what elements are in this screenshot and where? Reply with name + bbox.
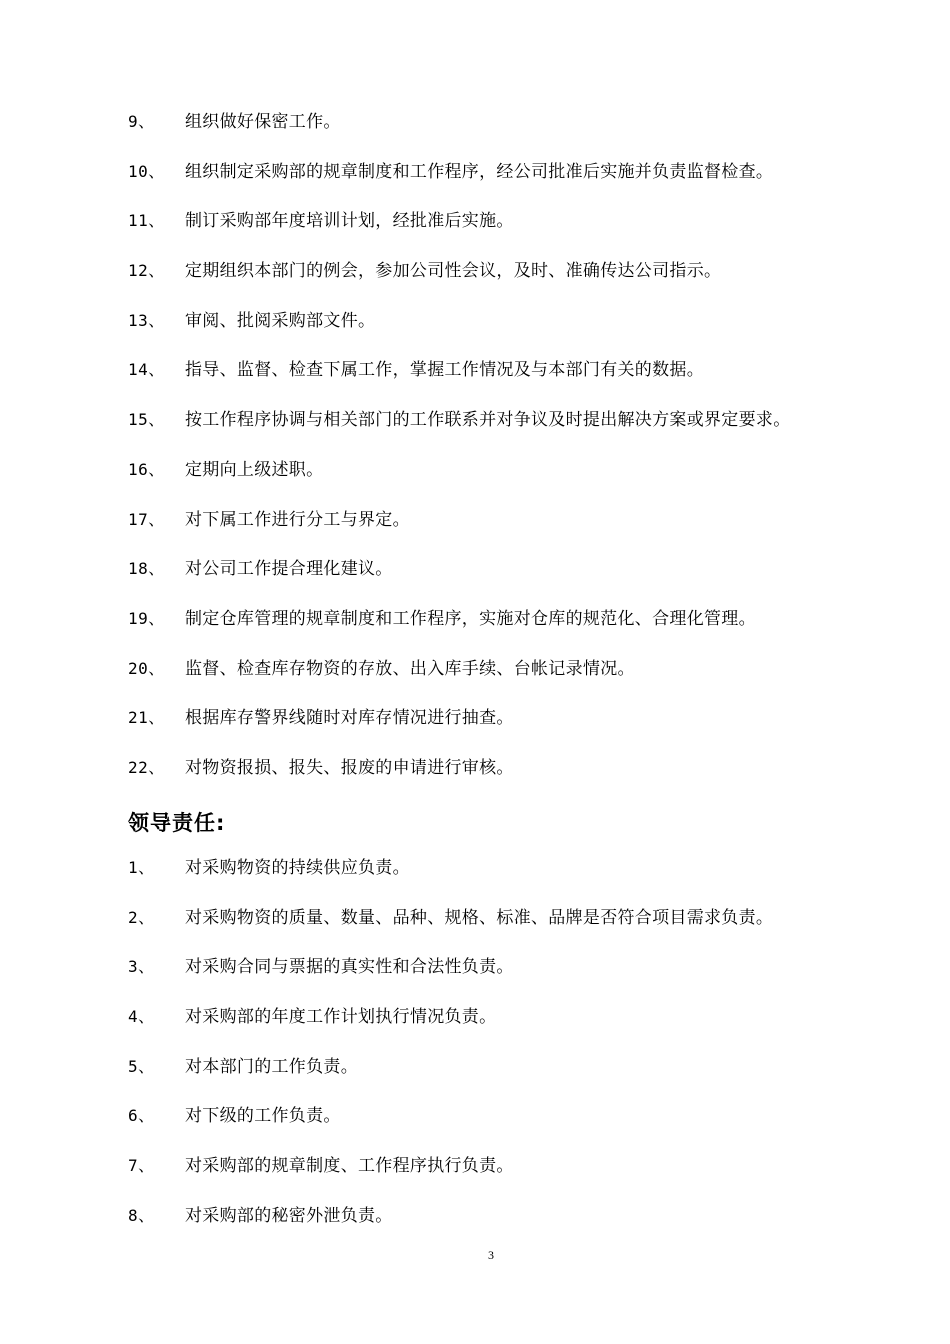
item-text: 对本部门的工作负责。 — [185, 1056, 358, 1077]
item-number: 2、 — [128, 907, 155, 927]
duties-list — [128, 112, 908, 808]
item-text: 对采购部的规章制度、工作程序执行负责。 — [185, 1156, 514, 1177]
item-text: 定期向上级述职。 — [185, 459, 324, 480]
item-text: 制定仓库管理的规章制度和工作程序，实施对仓库的规范化、合理化管理。 — [185, 608, 756, 629]
item-number: 22、 — [128, 757, 165, 777]
item-number: 5、 — [128, 1056, 155, 1076]
item-text: 对下级的工作负责。 — [185, 1106, 341, 1127]
list-item — [128, 261, 908, 311]
item-number: 20、 — [128, 658, 165, 678]
list-item — [128, 908, 908, 958]
item-number: 8、 — [128, 1205, 155, 1225]
item-number: 21、 — [128, 708, 165, 728]
list-item — [128, 708, 908, 758]
item-number: 19、 — [128, 608, 165, 628]
item-number: 9、 — [128, 112, 155, 131]
item-text: 监督、检查库存物资的存放、出入库手续、台帐记录情况。 — [185, 658, 635, 679]
list-item — [128, 112, 908, 162]
list-item — [128, 1007, 908, 1057]
item-number: 17、 — [128, 509, 165, 529]
item-text: 对采购部的年度工作计划执行情况负责。 — [185, 1007, 497, 1028]
list-item — [128, 410, 908, 460]
item-number: 13、 — [128, 310, 165, 330]
item-text: 对物资报损、报失、报废的申请进行审核。 — [185, 757, 514, 778]
page-number: 3 — [488, 1248, 494, 1262]
item-number: 4、 — [128, 1007, 155, 1027]
list-item — [128, 957, 908, 1007]
item-number: 7、 — [128, 1156, 155, 1176]
list-item — [128, 858, 908, 908]
item-number: 10、 — [128, 161, 165, 181]
item-text: 对采购物资的质量、数量、品种、规格、标准、品牌是否符合项目需求负责。 — [185, 907, 774, 928]
item-number: 12、 — [128, 261, 165, 281]
item-text: 组织制定采购部的规章制度和工作程序，经公司批准后实施并负责监督检查。 — [185, 161, 774, 182]
list-item — [128, 609, 908, 659]
list-item — [128, 1106, 908, 1156]
item-text: 对下属工作进行分工与界定。 — [185, 509, 410, 530]
item-text: 根据库存警界线随时对库存情况进行抽查。 — [185, 708, 514, 729]
item-text: 对采购部的秘密外泄负责。 — [185, 1205, 393, 1226]
list-item — [128, 758, 908, 808]
item-number: 15、 — [128, 410, 165, 430]
item-number: 11、 — [128, 211, 165, 231]
item-text: 组织做好保密工作。 — [185, 112, 341, 132]
list-item — [128, 311, 908, 361]
item-number: 6、 — [128, 1106, 155, 1126]
item-text: 按工作程序协调与相关部门的工作联系并对争议及时提出解决方案或界定要求。 — [185, 410, 791, 431]
list-item — [128, 1057, 908, 1107]
list-item — [128, 360, 908, 410]
list-item — [128, 211, 908, 261]
list-item — [128, 559, 908, 609]
list-item — [128, 1156, 908, 1206]
responsibilities-list — [128, 858, 908, 1256]
item-number: 14、 — [128, 360, 165, 380]
item-text: 制订采购部年度培训计划，经批准后实施。 — [185, 211, 514, 232]
item-text: 指导、监督、检查下属工作，掌握工作情况及与本部门有关的数据。 — [185, 360, 704, 381]
item-number: 1、 — [128, 858, 155, 877]
item-text: 对公司工作提合理化建议。 — [185, 559, 393, 580]
list-item — [128, 460, 908, 510]
item-number: 3、 — [128, 957, 155, 977]
list-item — [128, 659, 908, 709]
section-heading: 领导责任: — [128, 811, 226, 835]
item-number: 16、 — [128, 459, 165, 479]
item-text: 审阅、批阅采购部文件。 — [185, 310, 376, 331]
list-item — [128, 162, 908, 212]
item-text: 定期组织本部门的例会，参加公司性会议，及时、准确传达公司指示。 — [185, 261, 722, 282]
item-text: 对采购物资的持续供应负责。 — [185, 858, 410, 878]
item-text: 对采购合同与票据的真实性和合法性负责。 — [185, 957, 514, 978]
list-item — [128, 510, 908, 560]
item-number: 18、 — [128, 559, 165, 579]
